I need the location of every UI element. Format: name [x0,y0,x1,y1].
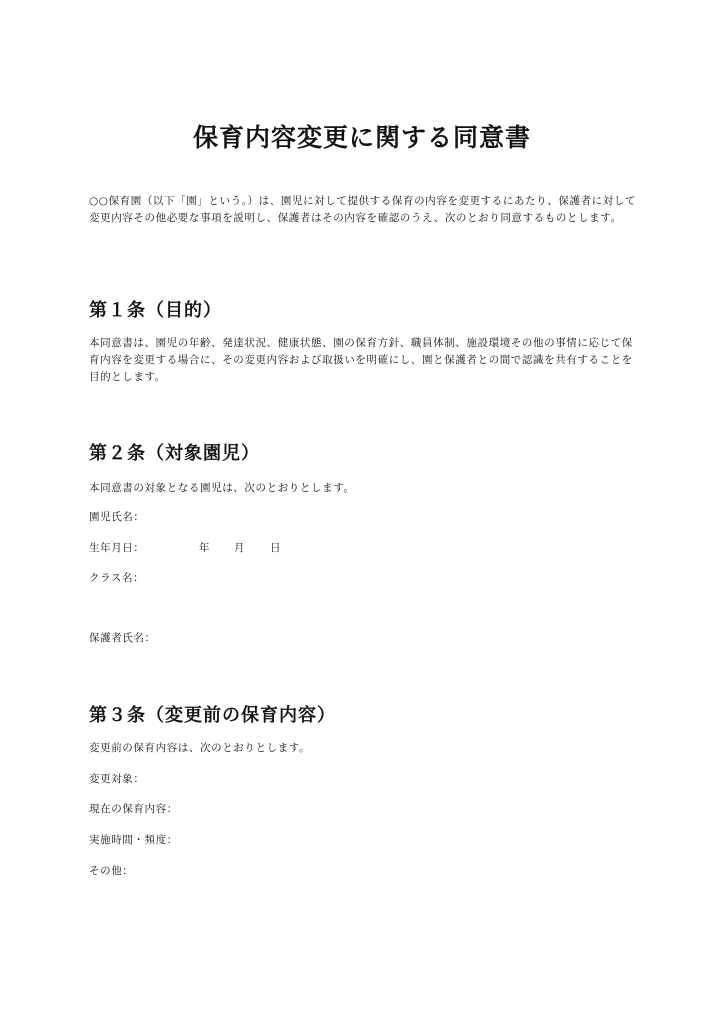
guardian-name-label: 保護者氏名： [89,632,156,644]
article-3-intro: 変更前の保育内容は、次のとおりとします。 [89,742,311,754]
dob-month-unit: 月 [234,542,245,554]
article-3-heading: 第３条（変更前の保育内容） [89,705,336,726]
article-2-intro: 本同意書の対象となる園児は、次のとおりとします。 [89,482,355,494]
dob-label: 生年月日： [89,542,145,554]
current-content-label: 現在の保育内容： [89,803,178,815]
change-target-label: 変更対象： [89,773,145,785]
document-title: 保育内容変更に関する同意書 [192,123,531,152]
article-1-heading: 第１条（目的） [89,300,222,321]
class-name-label: クラス名： [89,572,145,584]
article-2-heading: 第２条（対象園児） [89,443,260,464]
article-1-body: 本同意書は、園児の年齢、発達状況、健康状態、園の保育方針、職員体制、施設環境その他の事情に応じて保育内容を変更する場合に、その変更内容および取扱いを明確にし、園と保護者との間で認識を共有することを目的とします。 [89,337,633,383]
other-label: その他： [89,865,134,877]
intro-paragraph: ○○保育園（以下「園」という。）は、園児に対して提供する保育の内容を変更するにあたり、保護者に対して変更内容その他必要な事項を説明し、保護者はその内容を確認のうえ、次のとおり同意するものとします。 [89,195,637,224]
dob-year-unit: 年 [199,542,210,554]
child-name-label: 園児氏名： [89,511,145,523]
dob-day-unit: 日 [270,542,281,554]
time-frequency-label: 実施時間・頻度： [89,834,178,846]
